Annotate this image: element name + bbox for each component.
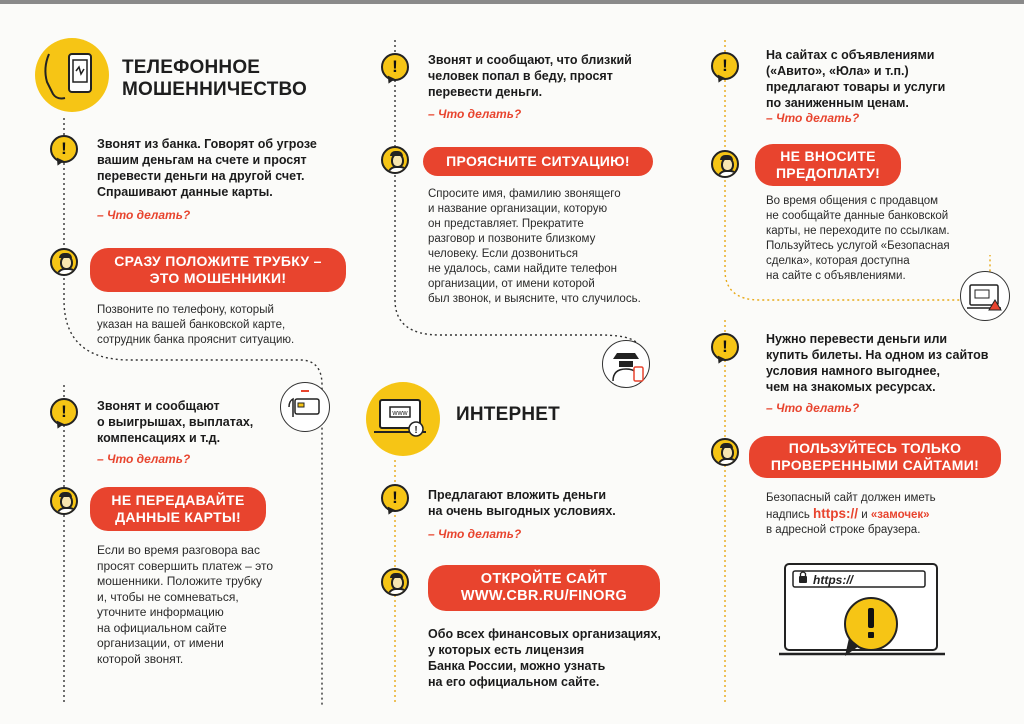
- bank-card-icon: [280, 382, 330, 432]
- text-line: указан на вашей банковской карте,: [97, 319, 286, 331]
- browser-warning-icon: [961, 272, 1009, 320]
- text-line: Спрашивают данные карты.: [97, 185, 273, 199]
- phone-s2-action: [90, 487, 266, 531]
- phone-s3-advice: [428, 187, 641, 307]
- warning-icon: !: [381, 484, 409, 512]
- text-line: и, чтобы не сомневаться,: [97, 589, 239, 604]
- text-line: предлагают товары и услуги: [766, 80, 946, 94]
- internet-heading: ИНТЕРНЕТ: [456, 404, 560, 425]
- text-line: уточните информацию: [97, 605, 224, 619]
- text-line: Банка России, можно узнать: [428, 659, 606, 673]
- phone-section-icon: [35, 38, 109, 112]
- text-fragment: надпись: [766, 509, 814, 521]
- phone-fraud-icon: [35, 38, 109, 112]
- action-line: WWW.CBR.RU/FINORG: [460, 588, 628, 604]
- https-highlight: https://: [813, 506, 859, 521]
- action-line: НЕ ПЕРЕДАВАЙТЕ: [111, 492, 245, 508]
- what-to-do-label: – Что делать?: [766, 401, 860, 415]
- text-line: которой звонят.: [97, 651, 184, 666]
- laptop-browser-icon: [779, 558, 945, 668]
- text-line: перевести деньги.: [428, 85, 543, 99]
- phone-s3-problem: [428, 52, 632, 100]
- text-line: по заниженным ценам.: [766, 96, 909, 110]
- text-line: просят совершить платеж – это: [97, 558, 274, 573]
- action-line: ПРЕДОПЛАТУ!: [775, 165, 881, 181]
- text-line: сотрудник банка прояснит ситуацию.: [97, 334, 295, 346]
- text-line: Предлагают вложить деньги: [428, 488, 607, 502]
- warning-icon: !: [711, 333, 739, 361]
- text-fragment: и: [858, 509, 871, 521]
- text-line: условия намного выгоднее,: [766, 364, 940, 378]
- text-line: Обо всех финансовых организациях,: [428, 627, 661, 641]
- text-line: Пользуйтесь услугой «Безопасная: [766, 240, 950, 252]
- text-line: Спросите имя, фамилию звонящего: [428, 188, 621, 200]
- action-line: ПРОВЕРЕННЫМИ САЙТАМИ!: [770, 457, 980, 473]
- text-line: карты, не переходите по ссылкам.: [766, 225, 950, 237]
- internet-s1-advice: [428, 626, 661, 690]
- text-line: организации, от имени: [97, 636, 224, 650]
- text-line: на официальном сайте: [97, 620, 227, 635]
- phone-s3-action: ПРОЯСНИТЕ СИТУАЦИЮ!: [423, 147, 653, 176]
- action-line: НЕ ВНОСИТЕ: [780, 148, 876, 164]
- phone-heading: [122, 57, 307, 101]
- text-line: на сайте с объявлениями.: [766, 270, 906, 282]
- unsafe-site-icon: [960, 271, 1010, 321]
- what-to-do-label: – Что делать?: [428, 527, 522, 541]
- text-line: и название организации, которую: [428, 203, 608, 215]
- advisor-face-icon: [381, 568, 409, 596]
- warning-icon: !: [381, 53, 409, 81]
- internet-s1-action: [428, 565, 660, 611]
- text-line: был звонок, и выясните, что случилось.: [428, 293, 641, 305]
- text-line: Нужно перевести деньги или: [766, 332, 948, 346]
- text-line: компенсациях и т.д.: [97, 431, 221, 445]
- browser-address-text: https://: [813, 573, 853, 587]
- svg-text:!: !: [414, 425, 418, 436]
- laptop-icon-label: www: [392, 410, 408, 417]
- warning-icon: !: [711, 52, 739, 80]
- text-line: на очень выгодных условиях.: [428, 504, 616, 518]
- lock-highlight: «замочек»: [870, 509, 930, 521]
- phone-s1-advice: [97, 303, 294, 348]
- internet-s1-problem: [428, 487, 616, 519]
- text-line: перевести деньги на другой счет.: [97, 169, 305, 183]
- text-line: Звонят из банка. Говорят об угрозе: [97, 137, 317, 151]
- action-line: ОТКРОЙТЕ САЙТ: [480, 571, 608, 587]
- card-hand-icon: [281, 383, 329, 431]
- warning-icon: !: [50, 135, 78, 163]
- text-line: вашим деньгам на счете и просят: [97, 153, 307, 167]
- phone-s1-action: [90, 248, 346, 292]
- advisor-face-icon: [711, 150, 739, 178]
- advisor-face-icon: [711, 438, 739, 466]
- what-to-do-label: – Что делать?: [428, 107, 522, 121]
- advisor-face-icon: [50, 487, 78, 515]
- phone-heading-line1: ТЕЛЕФОННОЕ: [122, 57, 261, 78]
- action-line: ЭТО МОШЕННИКИ!: [149, 270, 287, 286]
- text-line: Звонят и сообщают: [97, 399, 220, 413]
- text-line: организации, от имени которой: [428, 278, 595, 290]
- text-line: он представляет. Прекратите: [428, 218, 584, 230]
- laptop-warning-icon: [366, 382, 440, 456]
- text-line: не сообщайте данные банковской: [766, 210, 949, 222]
- internet-s2-problem: [766, 47, 945, 111]
- secure-browser-illustration: [779, 558, 945, 668]
- internet-s2-action: [755, 144, 901, 186]
- text-line: Позвоните по телефону, который: [97, 304, 274, 316]
- text-line: в адресной строке браузера.: [766, 524, 921, 536]
- text-line: о выигрышах, выплатах,: [97, 415, 254, 429]
- phone-heading-line2: МОШЕННИЧЕСТВО: [122, 79, 307, 100]
- internet-s3-action: [749, 436, 1001, 478]
- phone-s1-problem: [97, 136, 317, 200]
- text-line: чем на знакомых ресурсах.: [766, 380, 936, 394]
- action-line: ДАННЫЕ КАРТЫ!: [115, 509, 241, 525]
- text-line: человек попал в беду, просят: [428, 69, 613, 83]
- internet-s2-advice: [766, 194, 950, 284]
- text-line: Звонят и сообщают, что близкий: [428, 53, 632, 67]
- internet-s3-problem: [766, 331, 988, 395]
- what-to-do-label: – Что делать?: [97, 452, 191, 466]
- warning-icon: !: [50, 398, 78, 426]
- what-to-do-label: – Что делать?: [97, 208, 191, 222]
- action-line: СРАЗУ ПОЛОЖИТЕ ТРУБКУ –: [114, 253, 322, 269]
- phone-s2-advice: [97, 543, 273, 667]
- advisor-face-icon: [381, 146, 409, 174]
- action-line: ПОЛЬЗУЙТЕСЬ ТОЛЬКО: [788, 440, 962, 456]
- what-to-do-label: – Что делать?: [766, 111, 860, 125]
- text-line: купить билеты. На одном из сайтов: [766, 348, 989, 362]
- internet-section-icon: [366, 382, 440, 456]
- text-line: сделка», которая доступна: [766, 255, 910, 267]
- text-line: На сайтах с объявлениями: [766, 48, 935, 62]
- text-line: разговор и позвоните близкому: [428, 233, 596, 245]
- text-line: [766, 506, 936, 523]
- text-line: человеку. Если дозвониться: [428, 248, 579, 260]
- text-line: Если во время разговора вас: [97, 543, 260, 557]
- spy-icon: [603, 341, 649, 387]
- text-line: Безопасный сайт должен иметь: [766, 492, 936, 504]
- scammer-spy-icon: [602, 340, 650, 388]
- phone-s2-problem: [97, 398, 253, 446]
- advisor-face-icon: [50, 248, 78, 276]
- text-line: у которых есть лицензия: [428, 643, 585, 657]
- text-line: не удалось, сами найдите телефон: [428, 263, 617, 275]
- text-line: мошенники. Положите трубку: [97, 574, 263, 588]
- text-line: на его официальном сайте.: [428, 675, 600, 689]
- internet-s3-advice: [766, 491, 936, 538]
- text-line: («Авито», «Юла» и т.п.): [766, 64, 909, 78]
- text-line: Во время общения с продавцом: [766, 195, 939, 207]
